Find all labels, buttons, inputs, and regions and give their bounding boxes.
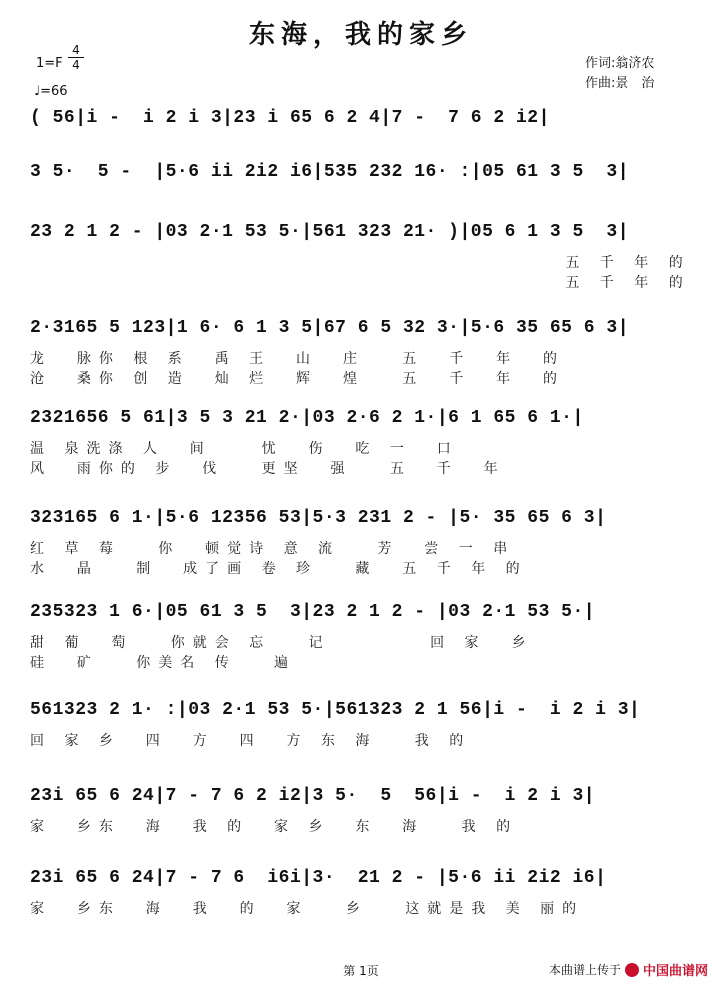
composer-credit: 作曲:景 治 — [585, 76, 655, 91]
tempo-marking: ♩=66 — [34, 84, 68, 99]
lyric-verse-1: 五 千 年 的 — [30, 255, 691, 271]
notation-line: 23 2 1 2 - |03 2·1 53 5·|561 323 21· )|05 6 1 3 5 3| — [30, 222, 629, 242]
lyricist-credit: 作词:翁济农 — [585, 56, 655, 71]
lyric-verse-2: 硅 矿 你美名 传 遍 — [30, 655, 297, 671]
lyric-verse-2: 风 雨你的 步 伐 更坚 强 五 千 年 — [30, 461, 506, 477]
notation-line: 235323 1 6·|05 61 3 5 3|23 2 1 2 - |03 2·1 53 5·| — [30, 602, 596, 622]
lyric-verse-1: 回 家 乡 四 方 四 方 东 海 我 的 — [30, 733, 472, 749]
lyric-verse-2: 水 晶 制 成了画 卷 珍 藏 五 千 年 的 — [30, 561, 528, 577]
site-logo-text: 中国曲谱网 — [642, 964, 708, 979]
notation-line: 23i 65 6 24|7 - 7 6 i6i|3· 21 2 - |5·6 ii 2i2 i6| — [30, 868, 607, 888]
page-number: 第 1页 — [343, 964, 379, 978]
lyric-verse-1: 温 泉洗涤 人 间 忧 伤 吃 一 口 — [30, 441, 459, 457]
key-signature: 1=F — [36, 56, 63, 71]
notation-line: 561323 2 1· :|03 2·1 53 5·|561323 2 1 56|i - i 2 i 3| — [30, 700, 641, 720]
notation-line: ( 56|i - i 2 i 3|23 i 65 6 2 4|7 - 7 6 2 i2| — [30, 108, 550, 128]
score-row — [0, 868, 722, 960]
time-signature-bottom: 4 — [72, 58, 80, 72]
score-row — [0, 602, 722, 694]
song-title: 东海，我的家乡 — [248, 20, 473, 50]
source-credit — [549, 960, 708, 979]
notation-line: 2321656 5 61|3 5 3 21 2·|03 2·6 2 1·|6 1 65 6 1·| — [30, 408, 584, 428]
source-label: 本曲谱上传于 — [548, 963, 621, 977]
lyric-verse-1: 家 乡东 海 我 的 家 乡 这就是我 美 丽的 — [30, 901, 585, 917]
lyric-verse-1: 甜 葡 萄 你就会 忘 记 回 家 乡 — [30, 635, 534, 651]
lyric-verse-1: 家 乡东 海 我 的 家 乡 东 海 我 的 — [30, 819, 519, 835]
score-row — [0, 318, 722, 410]
score-row — [0, 508, 722, 600]
score-row — [0, 786, 722, 878]
site-logo-icon — [625, 963, 639, 977]
notation-line: 323165 6 1·|5·6 12356 53|5·3 231 2 - |5· 35 65 6 3| — [30, 508, 607, 528]
score-row — [0, 408, 722, 500]
time-signature-top: 4 — [72, 43, 80, 57]
score-row — [0, 700, 722, 792]
time-signature — [68, 44, 84, 71]
credits — [585, 54, 654, 94]
lyric-verse-2: 沧 桑你 创 造 灿 烂 辉 煌 五 千 年 的 — [30, 371, 566, 387]
score-row — [0, 222, 722, 314]
notation-line: 23i 65 6 24|7 - 7 6 2 i2|3 5· 5 56|i - i 2 i 3| — [30, 786, 596, 806]
lyric-verse-2: 五 千 年 的 — [30, 275, 691, 291]
lyric-verse-1: 龙 脉你 根 系 禹 王 山 庄 五 千 年 的 — [30, 351, 566, 367]
notation-line: 2·3165 5 123|1 6· 6 1 3 5|67 6 5 32 3·|5·6 35 65 6 3| — [30, 318, 629, 338]
notation-line: 3 5· 5 - |5·6 ii 2i2 i6|535 232 16· :|05 61 3 5 3| — [30, 162, 629, 182]
lyric-verse-1: 红 草 莓 你 顿觉诗 意 流 芳 尝 一 串 — [30, 541, 516, 557]
